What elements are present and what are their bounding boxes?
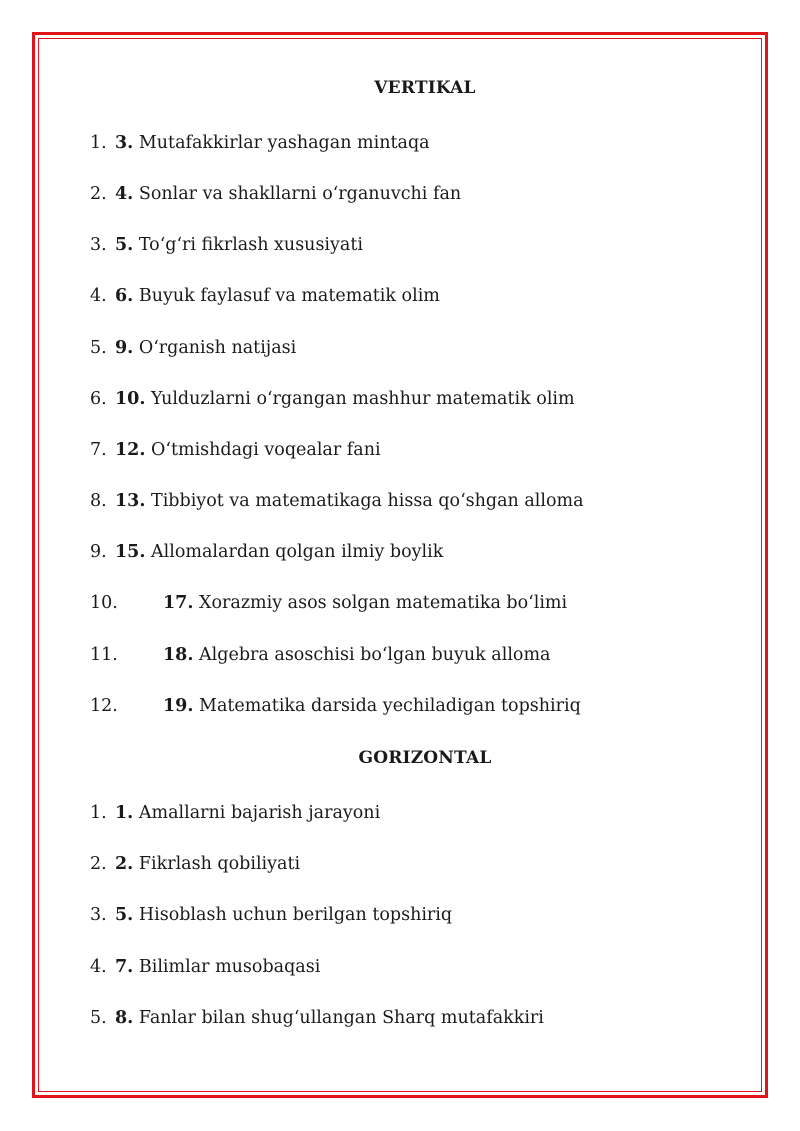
list-item (90, 542, 443, 562)
clue-number: 8. (115, 1008, 134, 1028)
clue-text: O‘tmishdagi voqealar fani (151, 440, 381, 460)
item-number: 4. (90, 286, 107, 306)
clue-text: Allomalardan qolgan ilmiy boylik (151, 542, 444, 562)
item-number: 5. (90, 1008, 107, 1028)
clue-number: 9. (115, 338, 134, 358)
clue-text: Yulduzlarni o‘rgangan mashhur matematik olim (151, 389, 575, 409)
item-number: 3. (90, 905, 107, 925)
list-item (90, 491, 584, 511)
clue-number: 3. (115, 133, 134, 153)
clue-text: Sonlar va shakllarni o‘rganuvchi fan (138, 184, 462, 204)
clue-text: Fikrlash qobiliyati (138, 854, 301, 874)
item-number: 1. (90, 133, 107, 153)
clue-text: O‘rganish natijasi (138, 338, 297, 358)
clue-text: To‘g‘ri fikrlash xususiyati (138, 235, 363, 255)
clue-number: 4. (115, 184, 134, 204)
list-item (90, 235, 363, 255)
clue-number: 5. (115, 235, 134, 255)
clue-text: Xorazmiy asos solgan matematika bo‘limi (199, 593, 568, 613)
list-item (90, 696, 581, 716)
item-number: 8. (90, 491, 107, 511)
list-item (90, 338, 296, 358)
item-number: 1. (90, 803, 107, 823)
item-number: 3. (90, 235, 107, 255)
item-number: 2. (90, 184, 107, 204)
clue-number: 17. (163, 593, 194, 613)
vertical-heading: VERTIKAL (374, 78, 476, 98)
list-item (90, 645, 550, 665)
clue-text: Bilimlar musobaqasi (138, 957, 321, 977)
list-item (90, 133, 430, 153)
list-item (90, 1008, 544, 1028)
clue-number: 15. (115, 542, 146, 562)
clue-text: Hisoblash uchun berilgan topshiriq (138, 905, 453, 925)
clue-text: Algebra asoschisi bo‘lgan buyuk alloma (199, 645, 551, 665)
item-number: 5. (90, 338, 107, 358)
list-item (90, 389, 575, 409)
list-item (90, 593, 567, 613)
clue-text: Mutafakkirlar yashagan mintaqa (138, 133, 430, 153)
item-number: 6. (90, 389, 107, 409)
list-item (90, 957, 320, 977)
item-number: 9. (90, 542, 107, 562)
clue-text: Buyuk faylasuf va matematik olim (138, 286, 440, 306)
clue-number: 2. (115, 854, 134, 874)
clue-number: 19. (163, 696, 194, 716)
list-item (90, 184, 461, 204)
clue-number: 5. (115, 905, 134, 925)
clue-number: 18. (163, 645, 194, 665)
clue-number: 6. (115, 286, 134, 306)
clue-text: Tibbiyot va matematikaga hissa qo‘shgan alloma (151, 491, 584, 511)
clue-number: 13. (115, 491, 146, 511)
item-number: 4. (90, 957, 107, 977)
clue-number: 7. (115, 957, 134, 977)
list-item (90, 854, 300, 874)
clue-number: 12. (115, 440, 146, 460)
clue-text: Amallarni bajarish jarayoni (138, 803, 381, 823)
item-number: 12. (90, 696, 118, 716)
list-item (90, 286, 440, 306)
list-item (90, 905, 452, 925)
list-item (90, 803, 380, 823)
clue-number: 1. (115, 803, 134, 823)
item-number: 7. (90, 440, 107, 460)
item-number: 10. (90, 593, 118, 613)
clue-text: Fanlar bilan shug‘ullangan Sharq mutafakkiri (138, 1008, 544, 1028)
item-number: 11. (90, 645, 118, 665)
item-number: 2. (90, 854, 107, 874)
horizontal-heading: GORIZONTAL (358, 748, 492, 768)
list-item (90, 440, 381, 460)
clue-number: 10. (115, 389, 146, 409)
clue-text: Matematika darsida yechiladigan topshiriq (199, 696, 581, 716)
